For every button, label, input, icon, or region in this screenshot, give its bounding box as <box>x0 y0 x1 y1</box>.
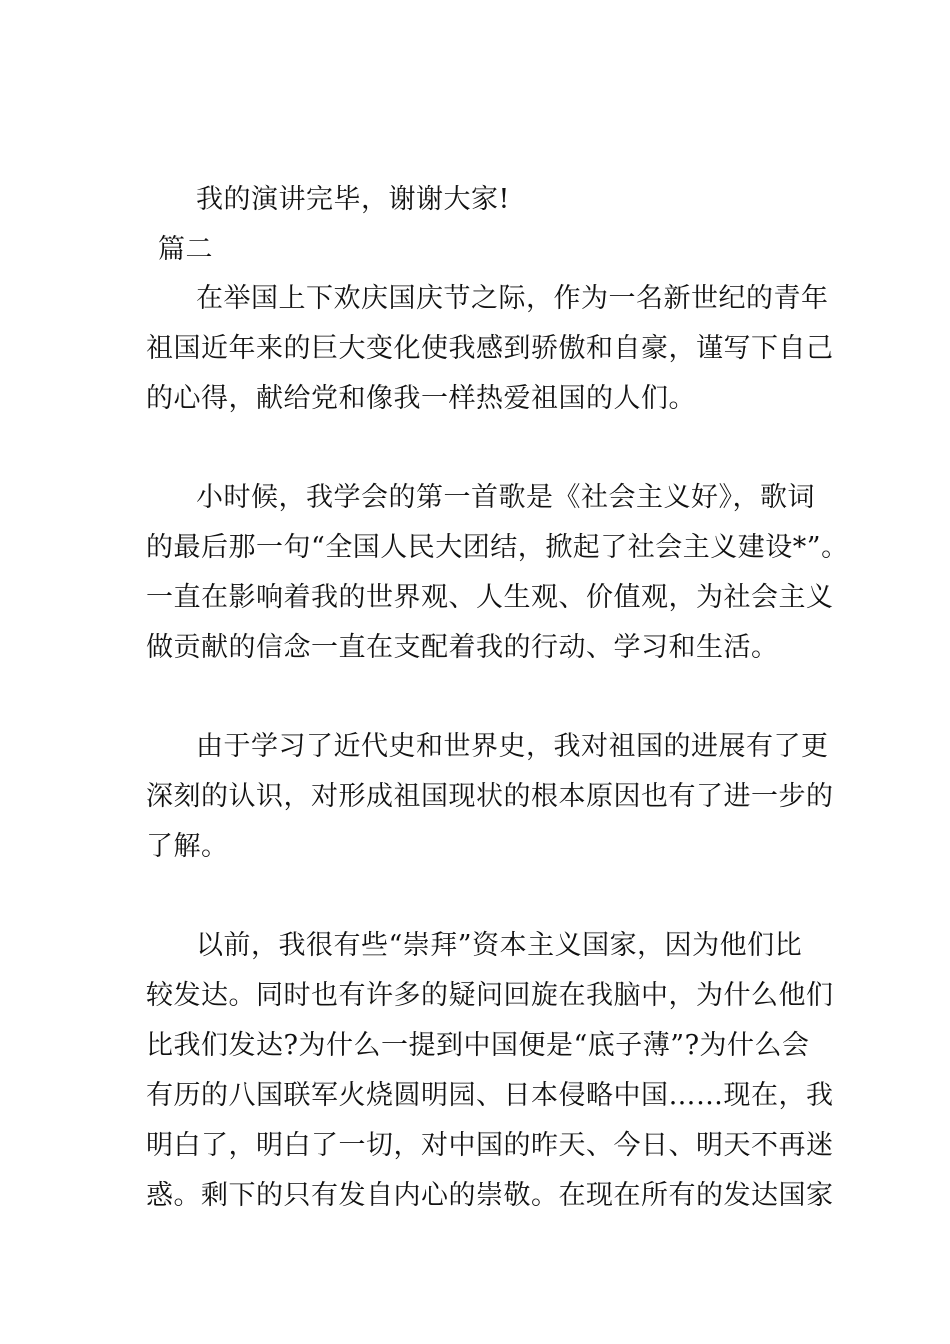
paragraph-2-line-2: 的最后那一句“全国人民大团结，掀起了社会主义建设*”。 <box>146 532 849 563</box>
closing-line: 我的演讲完毕，谢谢大家! <box>196 184 510 215</box>
paragraph-4-line-6: 惑。剩下的只有发自内心的崇敬。在现在所有的发达国家 <box>146 1180 834 1211</box>
section-heading: 篇二 <box>158 234 213 265</box>
paragraph-4-line-4: 有历的八国联军火烧圆明园、日本侵略中国……现在，我 <box>146 1080 834 1111</box>
paragraph-4-line-3: 比我们发达?为什么一提到中国便是“底子薄”?为什么会 <box>146 1030 810 1061</box>
paragraph-3-line-3: 了解。 <box>146 831 229 862</box>
paragraph-4-line-1: 以前，我很有些“崇拜”资本主义国家，因为他们比 <box>196 930 803 961</box>
paragraph-1-line-2: 祖国近年来的巨大变化使我感到骄傲和自豪，谨写下自己 <box>146 333 834 364</box>
paragraph-4-line-5: 明白了，明白了一切，对中国的昨天、今日、明天不再迷 <box>146 1130 834 1161</box>
paragraph-1-line-1: 在举国上下欢庆国庆节之际，作为一名新世纪的青年 <box>196 283 829 314</box>
paragraph-3-line-1: 由于学习了近代史和世界史，我对祖国的进展有了更 <box>196 731 829 762</box>
paragraph-1-line-3: 的心得，献给党和像我一样热爱祖国的人们。 <box>146 383 696 414</box>
paragraph-2-line-4: 做贡献的信念一直在支配着我的行动、学习和生活。 <box>146 632 779 663</box>
paragraph-2-line-3: 一直在影响着我的世界观、人生观、价值观，为社会主义 <box>146 582 834 613</box>
paragraph-2-line-1: 小时候，我学会的第一首歌是《社会主义好》，歌词 <box>196 482 815 513</box>
paragraph-4-line-2: 较发达。同时也有许多的疑问回旋在我脑中，为什么他们 <box>146 980 834 1011</box>
paragraph-3-line-2: 深刻的认识，对形成祖国现状的根本原因也有了进一步的 <box>146 781 834 812</box>
